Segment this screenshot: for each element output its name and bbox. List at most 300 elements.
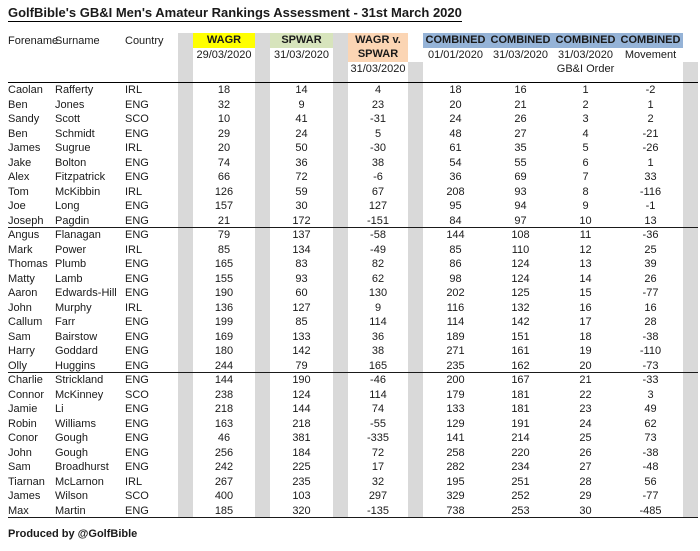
combined-jan-cell: 141 (446, 432, 465, 444)
separator-spacer (333, 344, 348, 359)
combined-mar-cell: 97 (514, 214, 527, 227)
forename-cell: Mark (8, 243, 33, 256)
surname-cell: Lamb (55, 272, 83, 285)
forename-cell: Charlie (8, 374, 43, 386)
forename-cell: Tom (8, 185, 29, 198)
separator-spacer (255, 344, 270, 359)
header-combined-date-3: 31/03/2020 (557, 49, 614, 61)
separator-spacer (178, 141, 193, 156)
separator-spacer (683, 359, 698, 373)
gbi-order-cell: 25 (579, 432, 592, 444)
forename-cell: John (8, 446, 32, 459)
combined-mar-cell: 161 (511, 345, 530, 357)
separator-spacer (683, 243, 698, 258)
gbi-order-cell: 12 (579, 243, 592, 256)
country-cell: ENG (125, 316, 149, 328)
separator-spacer (333, 170, 348, 185)
table-row (8, 243, 698, 258)
separator-spacer (408, 112, 423, 127)
wagr-cell: 267 (214, 475, 234, 488)
wagr-cell: 20 (217, 142, 231, 154)
separator-spacer (408, 257, 423, 272)
forename-cell: James (8, 142, 41, 154)
forename-cell: Sam (8, 461, 31, 473)
table-row (8, 504, 698, 519)
country-cell: IRL (125, 475, 143, 488)
separator-spacer (683, 141, 698, 156)
separator-spacer (178, 156, 193, 171)
surname-cell: Rafferty (55, 84, 94, 96)
spwar-cell: 93 (295, 272, 308, 285)
separator-spacer (178, 402, 193, 417)
separator-spacer (178, 344, 193, 359)
surname-cell: Bairstow (55, 330, 98, 343)
header-combined-1: COMBINED (425, 34, 486, 46)
separator-spacer (683, 170, 698, 185)
separator-spacer (408, 388, 423, 403)
wagr-v-spwar-cell: 5 (374, 127, 382, 140)
separator-spacer (178, 228, 193, 243)
separator-spacer (683, 272, 698, 287)
movement-cell: -38 (642, 446, 659, 459)
header-combined-date-1: 01/01/2020 (427, 49, 484, 61)
wagr-v-spwar-cell: -49 (370, 243, 386, 256)
country-cell: ENG (125, 417, 149, 430)
separator-spacer (178, 199, 193, 214)
table-row (8, 330, 698, 345)
separator-spacer (255, 141, 270, 156)
surname-cell: Fitzpatrick (55, 171, 106, 183)
surname-cell: McKibbin (55, 185, 101, 198)
separator-spacer (255, 185, 270, 200)
combined-mar-cell: 94 (514, 200, 527, 212)
combined-mar-cell: 234 (511, 461, 530, 473)
separator-spacer (333, 272, 348, 287)
country-cell: ENG (125, 359, 149, 372)
surname-cell: Huggins (55, 359, 96, 372)
separator-spacer (408, 83, 423, 98)
separator-spacer (683, 228, 698, 243)
gbi-order-cell: 13 (579, 258, 592, 270)
separator-spacer (683, 127, 698, 142)
gbi-order-cell: 5 (582, 142, 589, 154)
wagr-cell: 190 (214, 287, 234, 299)
gbi-order-cell: 22 (579, 388, 592, 401)
separator-spacer (178, 185, 193, 200)
wagr-v-spwar-cell: -46 (370, 374, 386, 386)
combined-mar-cell: 167 (511, 374, 530, 386)
country-cell: ENG (125, 432, 149, 444)
combined-jan-cell: 202 (446, 287, 465, 299)
surname-cell: Williams (55, 417, 96, 430)
combined-mar-cell: 181 (511, 403, 530, 415)
combined-jan-cell: 258 (446, 446, 465, 459)
surname-cell: McLarnon (55, 475, 104, 488)
country-cell: IRL (125, 243, 143, 256)
separator-spacer (255, 373, 270, 388)
combined-mar-cell: 108 (511, 229, 530, 241)
combined-jan-cell: 48 (449, 127, 462, 140)
table-row (8, 446, 698, 461)
gbi-order-cell: 15 (579, 287, 592, 299)
wagr-cell: 21 (217, 214, 231, 227)
separator-spacer (255, 127, 270, 142)
surname-cell: Gough (55, 446, 89, 459)
separator-spacer (333, 127, 348, 142)
wagr-cell: 126 (214, 185, 234, 198)
gbi-order-cell: 17 (579, 316, 592, 328)
separator-spacer (255, 286, 270, 301)
combined-mar-cell: 35 (514, 142, 527, 154)
spwar-cell: 172 (292, 214, 311, 227)
gbi-order-cell: 28 (579, 475, 592, 488)
spwar-cell: 41 (295, 113, 308, 125)
separator-spacer (333, 301, 348, 316)
separator-spacer (255, 460, 270, 475)
separator-spacer (333, 388, 348, 403)
gbi-order-cell: 7 (582, 171, 589, 183)
separator-spacer (683, 214, 698, 228)
movement-cell: -33 (642, 374, 659, 386)
separator-spacer (408, 301, 423, 316)
combined-mar-cell: 220 (511, 446, 530, 459)
separator-spacer (178, 127, 193, 142)
wagr-cell: 185 (214, 504, 234, 517)
wagr-v-spwar-cell: 72 (371, 446, 385, 459)
separator-spacer (255, 199, 270, 214)
wagr-cell: 85 (217, 243, 231, 256)
separator-spacer (408, 330, 423, 345)
combined-mar-cell: 191 (511, 417, 530, 430)
forename-cell: James (8, 490, 41, 502)
movement-cell: 2 (647, 113, 654, 125)
spwar-cell: 190 (292, 374, 311, 386)
combined-jan-cell: 738 (446, 504, 465, 517)
wagr-cell: 256 (214, 446, 234, 459)
gbi-order-cell: 19 (579, 345, 592, 357)
separator-spacer (333, 446, 348, 461)
spwar-cell: 85 (295, 316, 308, 328)
surname-cell: Broadhurst (55, 461, 109, 473)
forename-cell: Joseph (8, 214, 44, 227)
spwar-cell: 320 (292, 504, 311, 517)
separator-spacer (178, 243, 193, 258)
table-row (8, 83, 698, 98)
country-cell: ENG (125, 374, 149, 386)
page-title-text: GolfBible's GB&I Men's Amateur Rankings Assessment - 31st March 2020 (8, 5, 462, 20)
table-row (8, 402, 698, 417)
separator-spacer (255, 301, 270, 316)
separator-spacer (333, 156, 348, 171)
spwar-cell: 381 (292, 432, 311, 444)
wagr-cell: 18 (217, 84, 231, 96)
spwar-cell: 134 (292, 243, 311, 256)
gbi-order-cell: 26 (579, 446, 592, 459)
forename-cell: Sam (8, 330, 31, 343)
table-row (8, 388, 698, 403)
surname-cell: Power (55, 243, 87, 256)
gbi-order-cell: 14 (579, 272, 592, 285)
combined-mar-cell: 93 (514, 185, 527, 198)
country-cell: ENG (125, 171, 149, 183)
gbi-order-cell: 11 (579, 229, 592, 241)
combined-mar-cell: 16 (514, 84, 527, 96)
table-row (8, 98, 698, 113)
surname-cell: Pagdin (55, 214, 90, 227)
separator-spacer (408, 141, 423, 156)
combined-jan-cell: 129 (446, 417, 465, 430)
separator-spacer (178, 475, 193, 490)
separator-spacer (255, 228, 270, 243)
spwar-cell: 142 (292, 345, 311, 357)
forename-cell: Ben (8, 127, 28, 140)
wagr-cell: 242 (214, 461, 234, 473)
separator-spacer (333, 359, 348, 373)
wagr-v-spwar-cell: 297 (368, 490, 388, 502)
spwar-cell: 218 (292, 417, 311, 430)
forename-cell: Ben (8, 98, 28, 111)
movement-cell: 25 (644, 243, 657, 256)
gbi-order-cell: 30 (579, 504, 592, 517)
forename-cell: Thomas (8, 258, 48, 270)
surname-cell: Farr (55, 316, 76, 328)
forename-cell: Robin (8, 417, 37, 430)
spwar-cell: 184 (292, 446, 311, 459)
spwar-cell: 83 (295, 258, 308, 270)
separator-spacer (408, 228, 423, 243)
forename-cell: Connor (8, 388, 45, 401)
header-wagr-v-spwar-line2: SPWAR (357, 48, 399, 60)
country-cell: IRL (125, 301, 143, 314)
separator-spacer (333, 243, 348, 258)
combined-mar-cell: 124 (511, 258, 530, 270)
country-cell: IRL (125, 84, 143, 96)
gbi-order-cell: 6 (582, 156, 589, 169)
separator-spacer (333, 417, 348, 432)
country-cell: ENG (125, 345, 149, 357)
separator-spacer (408, 272, 423, 287)
separator-spacer (255, 257, 270, 272)
combined-mar-cell: 142 (511, 316, 530, 328)
separator-spacer (683, 315, 698, 330)
gbi-order-cell: 27 (579, 461, 592, 473)
separator-spacer (408, 402, 423, 417)
wagr-cell: 165 (214, 258, 234, 270)
wagr-v-spwar-cell: 130 (368, 287, 388, 299)
table-row (8, 417, 698, 432)
wagr-cell: 66 (217, 171, 231, 183)
table-row (8, 127, 698, 142)
header-country: Country (125, 35, 164, 47)
separator-spacer (255, 170, 270, 185)
combined-mar-cell: 252 (511, 490, 530, 502)
separator-spacer (178, 83, 193, 98)
combined-jan-cell: 179 (446, 388, 465, 401)
separator-spacer (178, 373, 193, 388)
wagr-cell: 244 (214, 359, 234, 372)
separator-spacer (255, 446, 270, 461)
separator-spacer (255, 402, 270, 417)
separator-spacer (683, 431, 698, 446)
table-row (8, 228, 698, 243)
wagr-v-spwar-cell: 82 (371, 258, 385, 270)
country-cell: ENG (125, 330, 149, 343)
table-row (8, 344, 698, 359)
header-wagr-v-spwar-date: 31/03/2020 (350, 63, 406, 75)
separator-spacer (333, 98, 348, 113)
separator-spacer (683, 460, 698, 475)
separator-spacer (408, 373, 423, 388)
combined-jan-cell: 84 (449, 214, 462, 227)
wagr-v-spwar-cell: -31 (370, 113, 386, 125)
separator-spacer (683, 83, 698, 98)
surname-cell: Li (55, 403, 64, 415)
spwar-cell: 225 (292, 461, 311, 473)
spwar-cell: 9 (298, 98, 305, 111)
country-cell: IRL (125, 185, 143, 198)
spwar-cell: 127 (292, 301, 311, 314)
combined-mar-cell: 214 (511, 432, 530, 444)
separator-spacer (178, 257, 193, 272)
separator-spacer (408, 214, 423, 228)
table-row (8, 156, 698, 171)
separator-spacer (333, 286, 348, 301)
combined-jan-cell: 24 (449, 113, 462, 125)
separator-spacer (683, 301, 698, 316)
surname-cell: Wilson (55, 490, 89, 502)
table-row (8, 359, 698, 374)
movement-cell: 33 (644, 171, 657, 183)
wagr-v-spwar-cell: -58 (370, 229, 386, 241)
country-cell: ENG (125, 287, 149, 299)
separator-spacer (683, 475, 698, 490)
spwar-cell: 72 (295, 171, 308, 183)
country-cell: ENG (125, 461, 149, 473)
wagr-cell: 46 (217, 432, 231, 444)
separator-spacer (683, 98, 698, 113)
wagr-cell: 238 (214, 388, 234, 401)
separator-spacer (333, 330, 348, 345)
separator-spacer (255, 83, 270, 98)
header-forename: Forename (8, 35, 59, 47)
gbi-order-cell: 21 (579, 374, 592, 386)
separator-spacer (408, 286, 423, 301)
movement-cell: -110 (639, 345, 662, 357)
spwar-cell: 103 (292, 490, 311, 502)
surname-cell: Jones (55, 98, 85, 111)
combined-jan-cell: 195 (446, 475, 465, 488)
separator-spacer (255, 431, 270, 446)
combined-jan-cell: 116 (446, 301, 465, 314)
header-wagr: WAGR (193, 33, 255, 48)
separator-spacer (683, 388, 698, 403)
separator-spacer (683, 286, 698, 301)
table-row (8, 315, 698, 330)
country-cell: ENG (125, 127, 149, 140)
surname-cell: Murphy (55, 301, 92, 314)
country-cell: ENG (125, 446, 149, 459)
movement-cell: 56 (644, 475, 657, 488)
table-row (8, 373, 698, 388)
spwar-cell: 137 (292, 229, 311, 241)
separator-spacer (333, 185, 348, 200)
movement-cell: 1 (647, 156, 654, 169)
header-combined-2: COMBINED (490, 34, 551, 46)
surname-cell: McKinney (55, 388, 104, 401)
wagr-v-spwar-cell: 114 (369, 388, 387, 401)
separator-spacer (408, 199, 423, 214)
forename-cell: Jamie (8, 403, 38, 415)
movement-cell: -21 (642, 127, 659, 140)
wagr-v-spwar-cell: 114 (369, 316, 387, 328)
separator-spacer (333, 489, 348, 504)
separator-spacer (333, 112, 348, 127)
movement-cell: -2 (645, 84, 656, 96)
separator-spacer (333, 431, 348, 446)
combined-mar-cell: 151 (511, 330, 530, 343)
separator-spacer (683, 402, 698, 417)
country-cell: ENG (125, 98, 149, 111)
header-combined-3: COMBINED (555, 34, 616, 46)
separator-spacer (683, 446, 698, 461)
combined-jan-cell: 98 (449, 272, 462, 285)
gbi-order-cell: 24 (579, 417, 592, 430)
combined-mar-cell: 69 (514, 171, 527, 183)
wagr-cell: 163 (214, 417, 234, 430)
footer-credit: Produced by @GolfBible (8, 528, 138, 540)
separator-spacer (255, 388, 270, 403)
gbi-order-cell: 4 (582, 127, 589, 140)
country-cell: ENG (125, 214, 149, 227)
combined-jan-cell: 189 (446, 330, 465, 343)
forename-cell: Conor (8, 432, 38, 444)
separator-spacer (255, 272, 270, 287)
spwar-cell: 24 (295, 127, 308, 140)
separator-spacer (333, 373, 348, 388)
wagr-cell: 29 (217, 127, 231, 140)
separator-spacer (333, 475, 348, 490)
combined-jan-cell: 133 (446, 403, 465, 415)
wagr-cell: 10 (217, 113, 231, 125)
surname-cell: Gough (55, 432, 89, 444)
combined-mar-cell: 110 (511, 243, 530, 256)
surname-cell: Goddard (55, 345, 98, 357)
separator-spacer (178, 301, 193, 316)
separator-spacer (683, 156, 698, 171)
separator-spacer (178, 417, 193, 432)
separator-spacer (178, 388, 193, 403)
forename-cell: Alex (8, 171, 30, 183)
movement-cell: 49 (644, 403, 657, 415)
combined-mar-cell: 26 (514, 113, 527, 125)
header-wagr-v-spwar (348, 33, 408, 62)
separator-spacer (683, 344, 698, 359)
wagr-cell: 180 (214, 345, 234, 357)
surname-cell: Flanagan (55, 229, 101, 241)
movement-cell: 73 (644, 432, 657, 444)
table-row (8, 431, 698, 446)
separator-spacer (683, 257, 698, 272)
header-combined-movement: Movement (624, 49, 677, 61)
wagr-v-spwar-cell: 165 (368, 359, 388, 372)
separator-spacer (255, 214, 270, 228)
forename-cell: Jake (8, 156, 32, 169)
combined-jan-cell: 200 (446, 374, 465, 386)
movement-cell: 26 (644, 272, 657, 285)
forename-cell: Matty (8, 272, 35, 285)
separator-spacer (178, 98, 193, 113)
spwar-cell: 59 (295, 185, 308, 198)
